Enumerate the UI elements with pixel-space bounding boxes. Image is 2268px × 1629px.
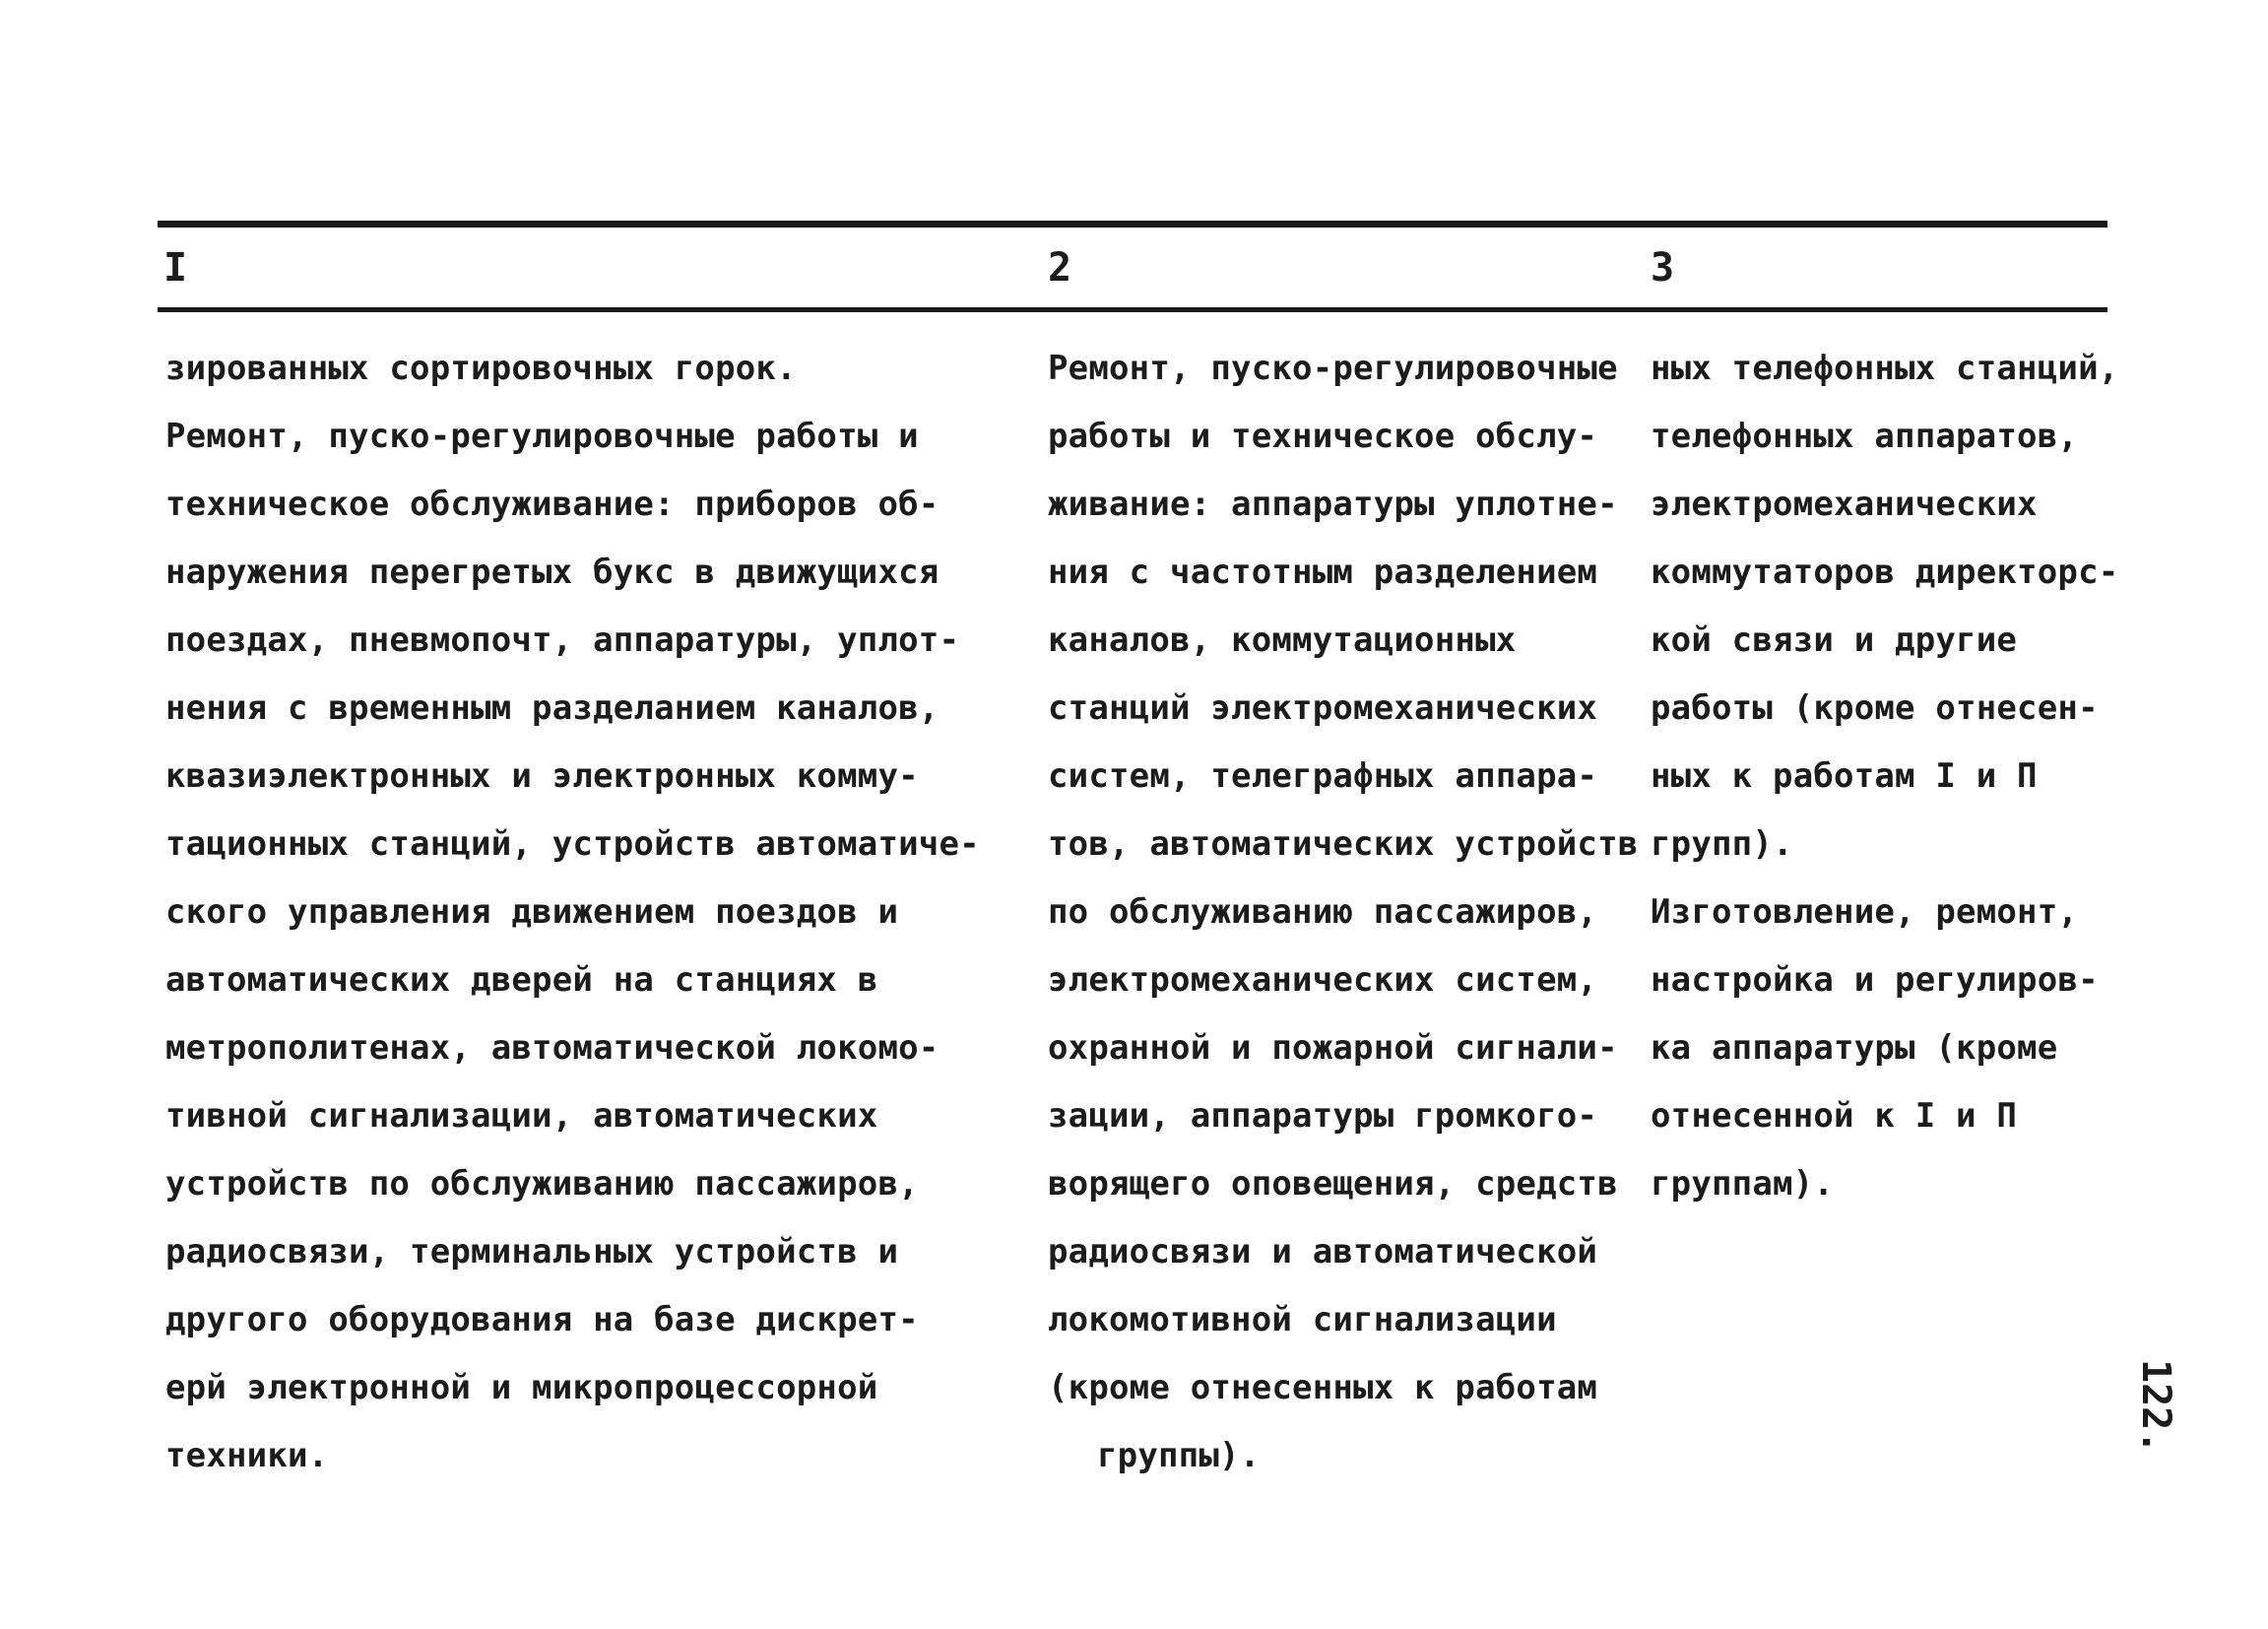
text-line: (кроме отнесенных к работам (1048, 1368, 1598, 1407)
text-line: Ремонт, пуско-регулировочные работы и (165, 417, 919, 456)
text-line: ных к работам I и П (1651, 756, 2038, 796)
text-line: зированных сортировочных горок. (165, 349, 797, 388)
column-1-text (165, 335, 1032, 1490)
column-2-text (1048, 335, 1639, 1490)
text-line: нения с временным разделанием каналов, (165, 688, 940, 728)
text-line: квазиэлектронных и электронных комму- (165, 756, 919, 796)
column-1-header: I (163, 245, 188, 291)
text-line: Ремонт, пуско-регулировочные (1048, 349, 1618, 388)
text-line: тивной сигнализации, автоматических (165, 1096, 878, 1136)
text-line: ния с частотным разделением (1048, 553, 1598, 592)
text-line: коммутаторов директорс- (1651, 553, 2119, 592)
text-line: электромеханических систем, (1048, 960, 1598, 1000)
text-line: живание: аппаратуры уплотне- (1048, 485, 1618, 524)
text-line: устройств по обслуживанию пассажиров, (165, 1164, 919, 1204)
text-line: техническое обслуживание: приборов об- (165, 485, 940, 524)
table-header-rule (158, 307, 2107, 312)
text-line: электромеханических (1651, 485, 2038, 524)
text-line: метрополитенах, автоматической локомо- (165, 1028, 940, 1068)
text-line: станций электромеханических (1048, 688, 1598, 728)
text-line: ского управления движением поездов и (165, 892, 899, 932)
text-line: наружения перегретых букс в движущихся (165, 553, 940, 592)
column-3-text (1651, 335, 2241, 1218)
text-line: техники. (165, 1436, 329, 1475)
text-line: радиосвязи и автоматической (1048, 1232, 1598, 1271)
text-line: охранной и пожарной сигнали- (1048, 1028, 1618, 1068)
text-line: ерй электронной и микропроцессорной (165, 1368, 878, 1407)
text-line: радиосвязи, терминальных устройств и (165, 1232, 899, 1271)
column-2-header: 2 (1048, 245, 1072, 291)
text-line: локомотивной сигнализации (1048, 1300, 1557, 1339)
text-line: отнесенной к I и П (1651, 1096, 2018, 1136)
text-line: телефонных аппаратов, (1651, 417, 2079, 456)
text-line: ворящего оповещения, средств (1048, 1164, 1618, 1204)
text-line: автоматических дверей на станциях в (165, 960, 878, 1000)
text-line: кой связи и другие (1651, 620, 2018, 660)
column-3-header: 3 (1651, 245, 1675, 291)
text-line: по обслуживанию пассажиров, (1048, 892, 1598, 932)
text-line: групп). (1651, 824, 1793, 864)
text-line: тов, автоматических устройств (1048, 824, 1639, 864)
text-line: систем, телеграфных аппара- (1048, 756, 1598, 796)
table-top-rule (158, 221, 2107, 228)
text-line: Изготовление, ремонт, (1651, 892, 2079, 932)
text-line: ка аппаратуры (кроме (1651, 1028, 2058, 1068)
text-line: каналов, коммутационных (1048, 620, 1517, 660)
page-number: 122. (2133, 1359, 2178, 1455)
text-line: тационных станций, устройств автоматиче- (165, 824, 980, 864)
text-line: группы). (1097, 1436, 1261, 1475)
text-line: настройка и регулиров- (1651, 960, 2099, 1000)
text-line: работы (кроме отнесен- (1651, 688, 2099, 728)
text-line: работы и техническое обслу- (1048, 417, 1598, 456)
text-line: другого оборудования на базе дискрет- (165, 1300, 919, 1339)
text-line: ных телефонных станций, (1651, 349, 2119, 388)
text-line: поездах, пневмопочт, аппаратуры, уплот- (165, 620, 960, 660)
text-line: зации, аппаратуры громкого- (1048, 1096, 1598, 1136)
text-line: группам). (1651, 1164, 1835, 1204)
